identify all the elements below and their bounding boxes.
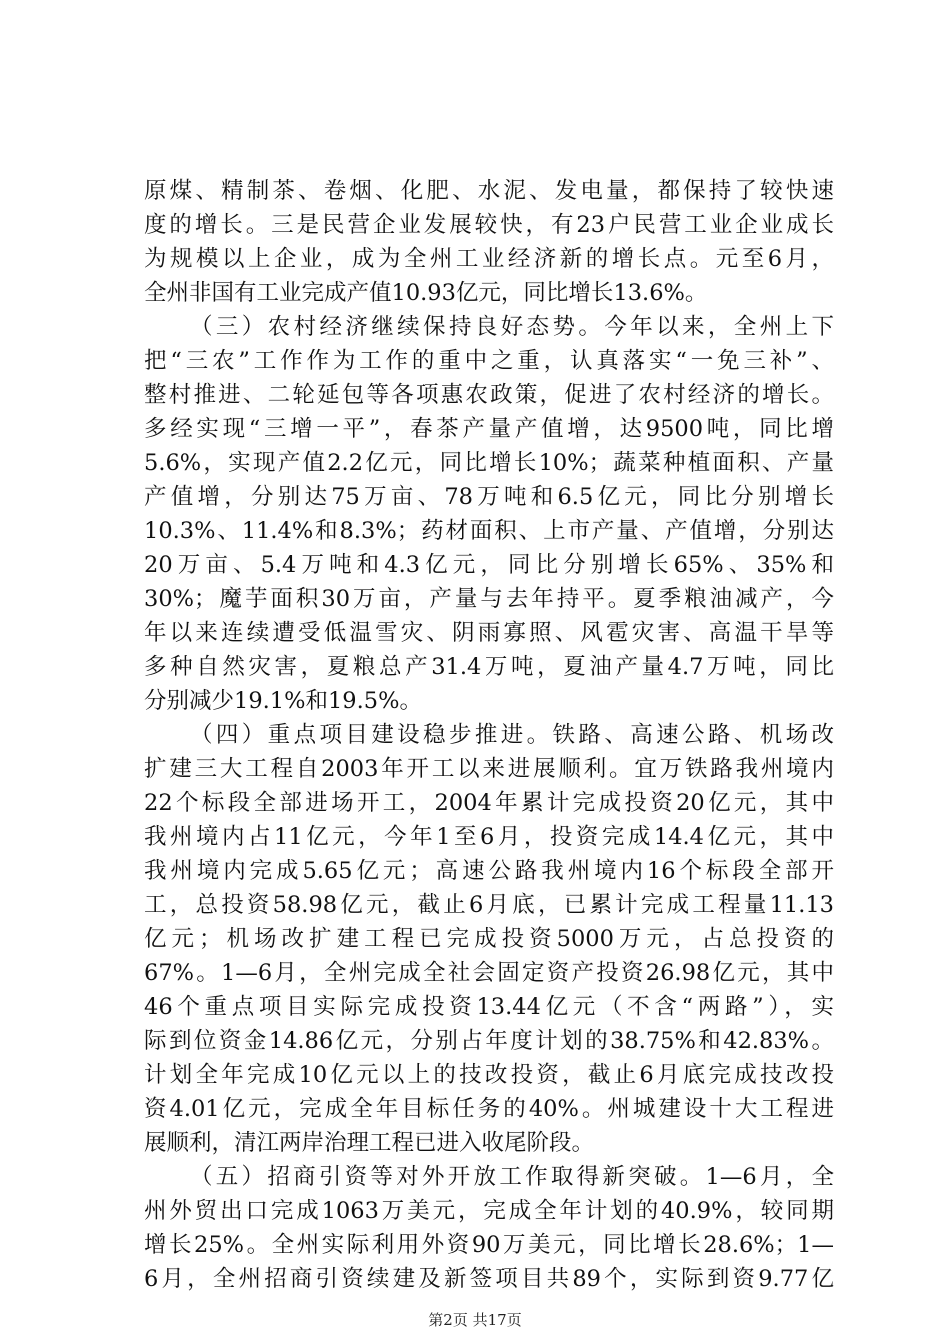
text-line: 亿元；机场改扩建工程已完成投资5000万元，占总投资的 (144, 926, 834, 952)
text-line: 我州境内完成5.65亿元；高速公路我州境内16个标段全部开 (144, 858, 834, 884)
text-line: 计划全年完成10亿元以上的技改投资，截止6月底完成技改投 (144, 1062, 834, 1088)
text-line: 州外贸出口完成1063万美元，完成全年计划的40.9%，较同期 (144, 1198, 834, 1224)
text-line: 30%；魔芋面积30万亩，产量与去年持平。夏季粮油减产，今 (144, 586, 834, 612)
text-line: 扩建三大工程自2003年开工以来进展顺利。宜万铁路我州境内 (144, 756, 834, 782)
text-line: 10.3%、11.4%和8.3%；药材面积、上市产量、产值增，分别达 (144, 518, 834, 544)
text-line: 为规模以上企业，成为全州工业经济新的增长点。元至6月， (144, 246, 834, 272)
text-line: 6月，全州招商引资续建及新签项目共89个，实际到资9.77亿 (144, 1266, 834, 1292)
text-line: 多种自然灾害，夏粮总产31.4万吨，夏油产量4.7万吨，同比 (144, 654, 834, 680)
text-line: 全州非国有工业完成产值10.93亿元，同比增长13.6%。 (144, 280, 708, 306)
page-number-footer: 第2页 共17页 (428, 1311, 522, 1329)
text-line: 年以来连续遭受低温雪灾、阴雨寡照、风雹灾害、高温干旱等 (144, 620, 834, 646)
text-line: 20万亩、5.4万吨和4.3亿元，同比分别增长65%、35%和 (144, 552, 834, 578)
text-line: 5.6%，实现产值2.2亿元，同比增长10%；蔬菜种植面积、产量 (144, 450, 834, 476)
text-line: 67%。1—6月，全州完成全社会固定资产投资26.98亿元，其中 (144, 960, 834, 986)
paragraph-heading-line: （四）重点项目建设稳步推进。铁路、高速公路、机场改 (190, 722, 834, 748)
text-line: 原煤、精制茶、卷烟、化肥、水泥、发电量，都保持了较快速 (144, 178, 834, 204)
text-line: 46个重点项目实际完成投资13.44亿元（不含“两路”），实 (144, 994, 834, 1020)
text-line: 多经实现“三增一平”，春茶产量产值增，达9500吨，同比增 (144, 416, 834, 442)
text-line: 增长25%。全州实际利用外资90万美元，同比增长28.6%；1— (144, 1232, 834, 1258)
text-line: 度的增长。三是民营企业发展较快，有23户民营工业企业成长 (144, 212, 834, 238)
text-line: 产值增，分别达75万亩、78万吨和6.5亿元，同比分别增长 (144, 484, 834, 510)
text-line: 展顺利，清江两岸治理工程已进入收尾阶段。 (144, 1130, 595, 1156)
text-line: 整村推进、二轮延包等各项惠农政策，促进了农村经济的增长。 (144, 382, 834, 408)
paragraph-heading-line: （三）农村经济继续保持良好态势。今年以来，全州上下 (190, 314, 834, 340)
text-line: 22个标段全部进场开工，2004年累计完成投资20亿元，其中 (144, 790, 834, 816)
text-line: 我州境内占11亿元，今年1至6月，投资完成14.4亿元，其中 (144, 824, 834, 850)
paragraph-heading-line: （五）招商引资等对外开放工作取得新突破。1—6月，全 (190, 1164, 834, 1190)
text-line: 分别减少19.1%和19.5%。 (144, 688, 422, 714)
text-line: 把“三农”工作作为工作的重中之重，认真落实“一免三补”、 (144, 348, 834, 374)
text-line: 工，总投资58.98亿元，截止6月底，已累计完成工程量11.13 (144, 892, 834, 918)
text-line: 际到位资金14.86亿元，分别占年度计划的38.75%和42.83%。 (144, 1028, 834, 1054)
text-line: 资4.01亿元，完成全年目标任务的40%。州城建设十大工程进 (144, 1096, 834, 1122)
